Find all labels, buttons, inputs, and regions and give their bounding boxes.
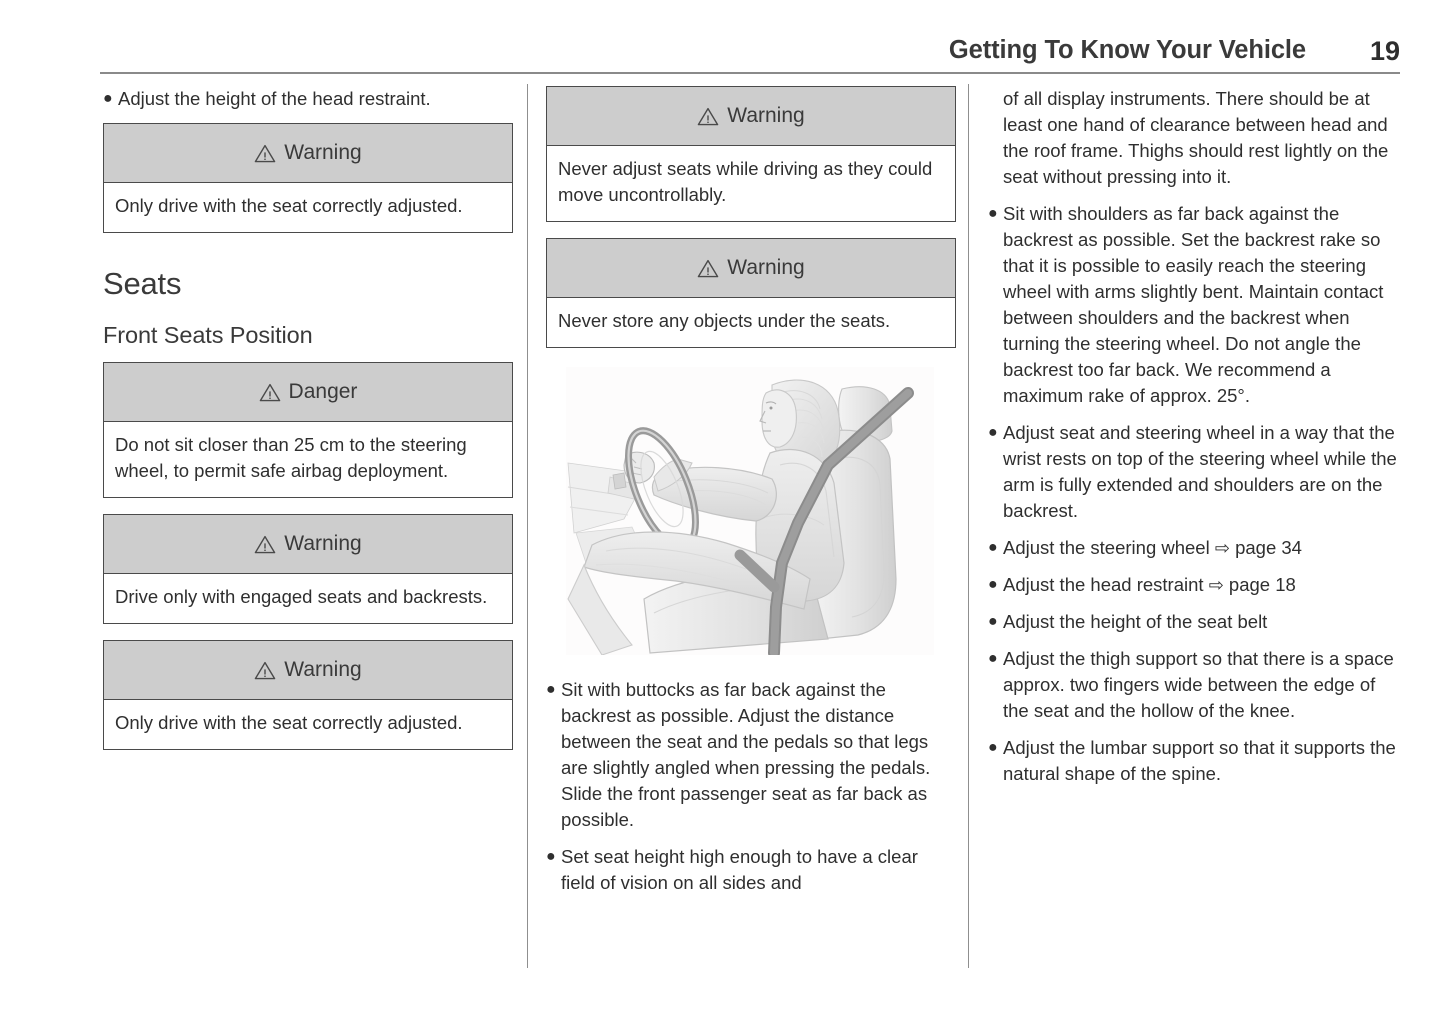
warning-box-body: Only drive with the seat correctly adjusted. [115, 195, 463, 216]
page-reference-arrow-icon: ⇨ [1214, 538, 1230, 558]
list-item-text: Adjust seat and steering wheel in a way that the wrist rests on top of the steering wheel while the arm is fully extended and shoulders are on the backrest. [1003, 422, 1397, 521]
page-reference-item[interactable] [988, 572, 1400, 598]
warning-box-header [104, 515, 512, 574]
list-item [988, 201, 1400, 409]
list-item [988, 646, 1400, 724]
bullet-icon: ● [988, 424, 998, 441]
warning-triangle-icon [254, 535, 276, 554]
warning-box [546, 86, 956, 222]
bullet-icon: ● [988, 539, 998, 556]
warning-box-body: Only drive with the seat correctly adjusted. [115, 712, 463, 733]
warning-box-body: Never adjust seats while driving as they could move uncontrollably. [558, 158, 933, 205]
warning-box-header [547, 87, 955, 146]
page-header [100, 36, 1400, 72]
danger-box [103, 362, 513, 498]
list-item-text: Sit with buttocks as far back against the backrest as possible. Adjust the distance between the seat and the pedals so that legs are slightly angled when pressing the pedals. Slide the front passenger seat as far back as possible. [561, 679, 931, 830]
header-rule [100, 72, 1400, 74]
column-divider-left [527, 84, 528, 968]
warning-box-body: Never store any objects under the seats. [558, 310, 891, 331]
warning-box [103, 514, 513, 624]
page-title: Getting To Know Your Vehicle [948, 36, 1306, 64]
danger-box-body: Do not sit closer than 25 cm to the steering wheel, to permit safe airbag deployment. [115, 434, 467, 481]
warning-box-header [104, 641, 512, 700]
continuation-paragraph: of all display instruments. There should be at least one hand of clearance between head and the roof frame. Thighs should rest lightly on the seat without pressing into it. [1003, 88, 1389, 187]
page-reference-text [1003, 572, 1400, 598]
bullet-list-middle [546, 677, 956, 896]
page-reference-target[interactable]: page 34 [1235, 537, 1302, 558]
warning-box [103, 123, 513, 233]
warning-box-title: Warning [284, 141, 362, 164]
list-item [546, 844, 956, 896]
warning-box-header [547, 239, 955, 298]
list-item-text: Set seat height high enough to have a clear field of vision on all sides and [561, 846, 918, 893]
warning-triangle-icon [697, 107, 719, 126]
warning-box-body: Drive only with engaged seats and backrests. [115, 586, 488, 607]
driver-seating-position-illustration [566, 367, 934, 655]
page-number: 19 [1369, 36, 1400, 66]
bullet-icon: ● [546, 848, 556, 865]
page-reference-item[interactable] [988, 535, 1400, 561]
column-divider-right [968, 84, 969, 968]
column-left [103, 86, 513, 766]
warning-box [103, 640, 513, 750]
danger-box-title: Danger [288, 380, 358, 403]
list-item [546, 677, 956, 833]
bullet-icon: ● [988, 613, 998, 630]
list-item-text: Sit with shoulders as far back against the backrest as possible. Set the backrest rake so that it is possible to easily reach the steering wheel with arms slightly bent. Maintain contact between shoulders and the backrest when turning the steering wheel. Do not angle the backrest too far back. We recommend a maximum rake of approx. 25°. [1003, 203, 1384, 406]
warning-box-title: Warning [727, 256, 805, 279]
page-reference-target[interactable]: page 18 [1228, 574, 1296, 595]
page-reference-arrow-icon: ⇨ [1208, 575, 1224, 595]
list-item-text: Adjust the lumbar support so that it supports the natural shape of the spine. [1003, 737, 1396, 784]
list-item-text: Adjust the height of the head restraint. [118, 88, 431, 109]
bullet-icon: ● [988, 205, 998, 222]
bullet-icon: ● [988, 576, 998, 593]
list-item [988, 420, 1400, 524]
page-reference-label: Adjust the steering wheel [1003, 537, 1210, 558]
bullet-icon: ● [988, 650, 998, 667]
warning-triangle-icon [697, 259, 719, 278]
section-heading-seats: Seats [103, 266, 182, 301]
bullet-icon: ● [546, 681, 556, 698]
column-right [988, 86, 1400, 798]
bullet-icon: ● [988, 739, 998, 756]
list-item [103, 86, 513, 112]
warning-box [546, 238, 956, 348]
bullet-icon: ● [103, 90, 113, 107]
warning-triangle-icon [254, 144, 276, 163]
warning-box-header [104, 124, 512, 183]
subsection-heading-front-seats-position: Front Seats Position [103, 322, 313, 348]
page-reference-label: Adjust the head restraint [1003, 574, 1204, 595]
warning-box-title: Warning [284, 658, 362, 681]
page-reference-text [1003, 535, 1400, 561]
list-item [988, 609, 1400, 635]
warning-triangle-icon [259, 383, 281, 402]
danger-box-header [104, 363, 512, 422]
list-item [988, 735, 1400, 787]
warning-box-title: Warning [284, 532, 362, 555]
list-item-text: Adjust the thigh support so that there is a space approx. two fingers wide between the edge of the seat and the hollow of the knee. [1003, 648, 1394, 721]
column-middle [546, 86, 956, 907]
warning-box-title: Warning [727, 104, 805, 127]
warning-triangle-icon [254, 661, 276, 680]
list-item-text: Adjust the height of the seat belt [1003, 611, 1268, 632]
